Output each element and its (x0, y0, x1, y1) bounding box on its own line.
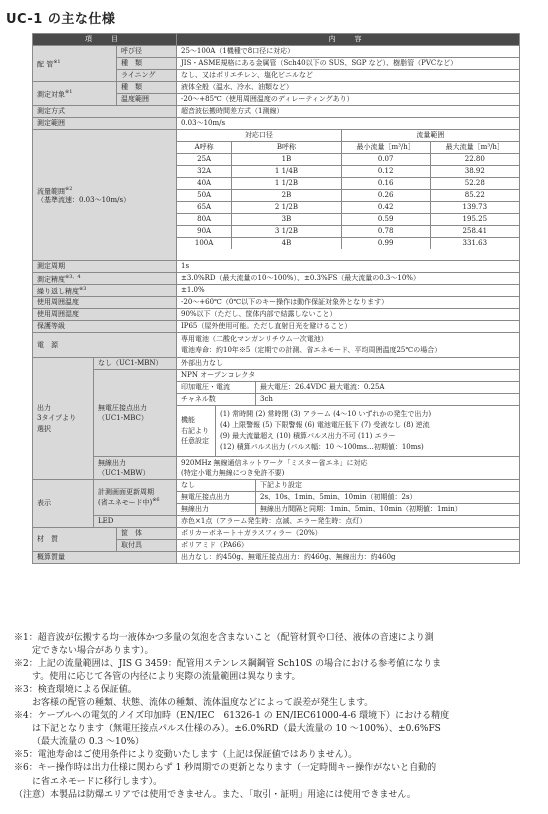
material-mount-value: ポリアミド（PA66） (177, 540, 520, 552)
ambient-hum-value: 90%以下（ただし、筐体内部で結露しないこと） (177, 309, 520, 321)
pipe-lining-key: ライニング (117, 70, 177, 82)
pipe-type-key: 種 類 (117, 58, 177, 70)
pipe-bore-key: 呼び径 (117, 46, 177, 58)
flow-b: 1 1/4B (232, 166, 341, 178)
target-label: 測定対象$^{※1}$ (33, 82, 117, 106)
flow-label: 流量範囲$^{※2}$ （基準流速：0.03～10m/s） (33, 130, 177, 261)
note-6-cont: に省エネモードに移行します）。 (32, 776, 163, 787)
ambient-temp-value: -20～+60℃（0℃以下のキー操作は動作保証対象外となります） (177, 297, 520, 309)
output-mbc-channels: チャネル数 3ch (177, 394, 520, 406)
accuracy-label: 測定精度$^{※3、4}$ (33, 273, 177, 285)
flow-col-b: B呼称 (232, 142, 341, 154)
note-3-cont: お客様の配管の種類、状態、流体の種類、流体温度などによって誤差が発生します。 (32, 698, 374, 709)
flow-b: 4B (232, 238, 341, 250)
flow-max: 195.25 (430, 214, 519, 226)
power-label: 電 源 (33, 333, 177, 358)
output-mbw-value: 920MHz 無線通信ネットワーク「ミスター省エネ」に対応 (特定小電力無線につき免許不要) (177, 457, 520, 480)
flow-b: 1B (232, 154, 341, 166)
flow-min: 0.78 (341, 226, 430, 238)
caution-note: （注意）本製品は防爆エリアでは使用できません。また、「取引・証明」用途には使用できません。 (14, 789, 416, 800)
weight-label: 概算質量 (33, 552, 177, 564)
flow-a: 65A (177, 202, 232, 214)
flow-row (177, 226, 519, 238)
flow-a: 25A (177, 154, 232, 166)
flow-row (177, 178, 519, 190)
flow-max: 139.73 (430, 202, 519, 214)
flow-min: 0.26 (341, 190, 430, 202)
spec-table (32, 33, 520, 564)
flow-a: 50A (177, 190, 232, 202)
protection-label: 保護等級 (33, 321, 177, 333)
display-row-wireless: 無線出力 無線出力間隔と同期：1min、5min、10min（初期値：1min） (177, 504, 520, 516)
pipe-lining-value: なし、又はポリエチレン、塩化ビニルなど (177, 70, 520, 82)
material-case-key: 筐 体 (117, 528, 177, 540)
flow-max: 22.80 (430, 154, 519, 166)
output-mbw-name: 無線出力 （UC1-MBW） (94, 457, 177, 480)
target-temp-value: -20～+85℃（使用周囲温度のディレーティングあり） (177, 94, 520, 106)
display-row-contact: 無電圧接点出力 2s、10s、1min、5min、10min（初期値：2s） (177, 492, 520, 504)
output-mbc-functions: 機能 右記より 任意設定 (1) 常時開 (2) 常時閉 (3) アラーム (4～10 いずれかの発生で出力) (4) 上限警報 (5) 下限警報 (6) 電池電圧低下 (7) 受液なし (8) 逆流 (9) 最大流量超え (10) 積算パルス出力不可 (11) エラー (12) 積算パルス出力 (パルス幅：10 ～100ms…初期値：10ms) (177, 406, 520, 457)
flow-b: 3B (232, 214, 341, 226)
output-mbc-volt: 印加電圧・電流 最大電圧：26.4VDC 最大電流：0.25A (177, 382, 520, 394)
flow-row (177, 238, 519, 250)
header-item: 項 目 (33, 34, 177, 46)
flow-col-max: 最大流量［m³/h］ (430, 142, 519, 154)
period-label: 測定周期 (33, 261, 177, 273)
note-3: ※3：検査環境による保証値。 (14, 685, 137, 696)
flow-row (177, 154, 519, 166)
pipe-type-value: JIS・ASME規格にある金属管（Sch40以下の SUS、SGP など）、樹脂管（PVCなど） (177, 58, 520, 70)
pipe-label: 配 管$^{※1}$ (33, 46, 117, 82)
flow-table-cell (177, 130, 520, 261)
flow-max: 38.92 (430, 166, 519, 178)
period-value: 1s (177, 261, 520, 273)
range-label: 測定範囲 (33, 118, 177, 130)
flow-min: 0.12 (341, 166, 430, 178)
display-led-value: 赤色×1点（アラーム発生時：点滅、エラー発生時：点灯） (177, 516, 520, 528)
weight-value: 出力なし：約450g、無電圧接点出力：約460g、無線出力：約460g (177, 552, 520, 564)
flow-table (177, 130, 519, 249)
flow-a: 90A (177, 226, 232, 238)
flow-max: 331.63 (430, 238, 519, 250)
flow-row (177, 190, 519, 202)
flow-max: 258.41 (430, 226, 519, 238)
flow-min: 0.59 (341, 214, 430, 226)
ambient-hum-label: 使用周囲湿度 (33, 309, 177, 321)
flow-b: 2B (232, 190, 341, 202)
note-2: ※2：上記の流量範囲は、JIS G 3459：配管用ステンレス鋼鋼管 Sch10S の場合における参考値になりま (14, 659, 442, 670)
flow-row (177, 214, 519, 226)
flow-min: 0.16 (341, 178, 430, 190)
display-lcd-label: 計測画面更新周期 (省エネモード中)$^{※6}$ (94, 480, 177, 516)
flow-head-range: 流量範囲 (341, 130, 519, 142)
repeat-value: ±1.0% (177, 285, 520, 297)
material-case-value: ポリカーボネート＋ガラスフィラー（20%） (177, 528, 520, 540)
note-2-cont: す。使用に応じて各管の内径により実際の流量範囲は異なります。 (32, 672, 301, 683)
pipe-bore-value: 25～100A（1機種で8口径に対応） (177, 46, 520, 58)
note-6: ※6：キー操作時は出力仕様に関わらず 1 秒周期での更新となります（一定時間キー操作がないと自動的 (14, 763, 437, 774)
page-title: UC-1 の主な仕様 (6, 12, 116, 27)
output-mbn-name: なし（UC1-MBN） (94, 358, 177, 370)
flow-max: 52.28 (430, 178, 519, 190)
target-temp-key: 温度範囲 (117, 94, 177, 106)
output-mbc-type: NPN オープンコレクタ (177, 370, 520, 382)
flow-col-min: 最小流量［m³/h］ (341, 142, 430, 154)
flow-b: 2 1/2B (232, 202, 341, 214)
target-type-value: 液体全般（温水、冷水、油類など） (177, 82, 520, 94)
power-value: 専用電池（二酸化マンガンリチウム一次電池） 電池寿命：約10年※5（定期での計測、省エネモード、平均周囲温度25℃の場合） (177, 333, 520, 358)
ambient-temp-label: 使用周囲温度 (33, 297, 177, 309)
flow-a: 100A (177, 238, 232, 250)
flow-max: 85.22 (430, 190, 519, 202)
flow-a: 32A (177, 166, 232, 178)
accuracy-value: ±3.0%RD（最大流量の10～100%）、±0.3%FS（最大流量の0.3～10%） (177, 273, 520, 285)
note-1: ※1：超音波が伝搬する均一液体かつ多量の気泡を含まないこと（配管材質や口径、液体の音速により測 (14, 633, 434, 643)
flow-b: 1 1/2B (232, 178, 341, 190)
note-4-cont: は下記となります（無電圧接点パルス仕様のみ）。±6.0%RD（最大流量の 10 ～100%）、±0.6%FS (32, 724, 441, 735)
note-5: ※5：電池寿命はご使用条件により変動いたします（上記は保証値ではありません）。 (14, 750, 358, 761)
material-mount-key: 取付具 (117, 540, 177, 552)
method-label: 測定方式 (33, 106, 177, 118)
flow-min: 0.99 (341, 238, 430, 250)
material-label: 材 質 (33, 528, 117, 552)
flow-min: 0.07 (341, 154, 430, 166)
output-mbn-value: 外部出力なし (177, 358, 520, 370)
display-led-label: LED (94, 516, 177, 528)
display-label: 表示 (33, 480, 94, 528)
note-4: ※4：ケーブルへの電気的ノイズ印加時（EN/IEC 61326-1 の EN/IEC61000-4-6 環境下）における精度 (14, 711, 450, 722)
flow-b: 3 1/2B (232, 226, 341, 238)
flow-row (177, 166, 519, 178)
header-content: 内 容 (177, 34, 520, 46)
flow-min: 0.42 (341, 202, 430, 214)
note-1-cont: 定できない場合があります）。 (32, 646, 154, 657)
display-row-none: なし 下記より設定 (177, 480, 520, 492)
footnotes (14, 632, 536, 802)
output-mbc-name: 無電圧接点出力 （UC1-MBC） (94, 370, 177, 457)
output-label: 出力 3タイプより 選択 (33, 358, 94, 480)
flow-a: 40A (177, 178, 232, 190)
protection-value: IP65（屋外使用可能。ただし直射日光を避けること） (177, 321, 520, 333)
flow-head-bore: 対応口径 (177, 130, 341, 142)
range-value: 0.03～10m/s (177, 118, 520, 130)
method-value: 超音波伝搬時間差方式（1測線） (177, 106, 520, 118)
target-type-key: 種 類 (117, 82, 177, 94)
flow-a: 80A (177, 214, 232, 226)
flow-col-a: A呼称 (177, 142, 232, 154)
flow-row (177, 202, 519, 214)
note-4-cont2: （最大流量の 0.3 ～10%） (32, 737, 145, 748)
repeat-label: 繰り返し精度$^{※3}$ (33, 285, 177, 297)
